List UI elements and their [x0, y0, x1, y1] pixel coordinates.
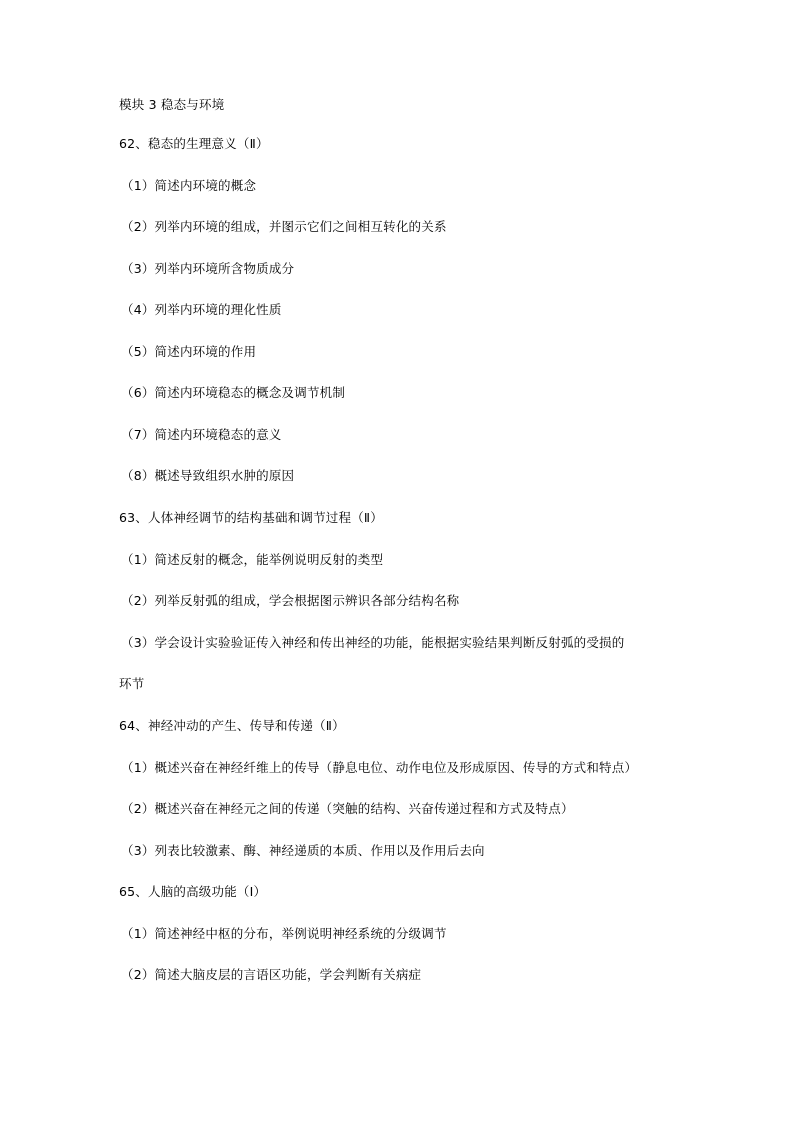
- section-62-item-3: （3）列举内环境所含物质成分: [121, 261, 295, 276]
- section-62-item-1: （1）简述内环境的概念: [121, 178, 257, 193]
- section-65-heading: 65、人脑的高级功能（Ⅰ）: [119, 884, 267, 899]
- section-63-item-3: （3）学会设计实验验证传入神经和传出神经的功能，能根据实验结果判断反射弧的受损的: [121, 635, 625, 650]
- section-63-item-3-continuation: 环节: [119, 676, 145, 691]
- section-63-heading: 63、人体神经调节的结构基础和调节过程（Ⅱ）: [119, 510, 383, 525]
- section-62-item-2: （2）列举内环境的组成，并图示它们之间相互转化的关系: [121, 219, 447, 234]
- section-62-item-5: （5）简述内环境的作用: [121, 344, 257, 359]
- section-64-item-1: （1）概述兴奋在神经纤维上的传导（静息电位、动作电位及形成原因、传导的方式和特点）: [121, 760, 638, 775]
- section-65-item-1: （1）简述神经中枢的分布，举例说明神经系统的分级调节: [121, 926, 447, 941]
- section-62-item-8: （8）概述导致组织水肿的原因: [121, 468, 295, 483]
- section-65-item-2: （2）简述大脑皮层的言语区功能，学会判断有关病症: [121, 967, 422, 982]
- section-64-item-2: （2）概述兴奋在神经元之间的传递（突触的结构、兴奋传递过程和方式及特点）: [121, 801, 574, 816]
- section-63-item-1: （1）简述反射的概念，能举例说明反射的类型: [121, 552, 384, 567]
- section-62-heading: 62、稳态的生理意义（Ⅱ）: [119, 136, 269, 151]
- section-64-item-3: （3）列表比较激素、酶、神经递质的本质、作用以及作用后去向: [121, 843, 485, 858]
- section-62-item-6: （6）简述内环境稳态的概念及调节机制: [121, 385, 346, 400]
- section-62-item-7: （7）简述内环境稳态的意义: [121, 427, 282, 442]
- section-63-item-2: （2）列举反射弧的组成，学会根据图示辨识各部分结构名称: [121, 593, 460, 608]
- section-62-item-4: （4）列举内环境的理化性质: [121, 302, 282, 317]
- section-64-heading: 64、神经冲动的产生、传导和传递（Ⅱ）: [119, 718, 345, 733]
- module-title: 模块 3 稳态与环境: [119, 97, 225, 112]
